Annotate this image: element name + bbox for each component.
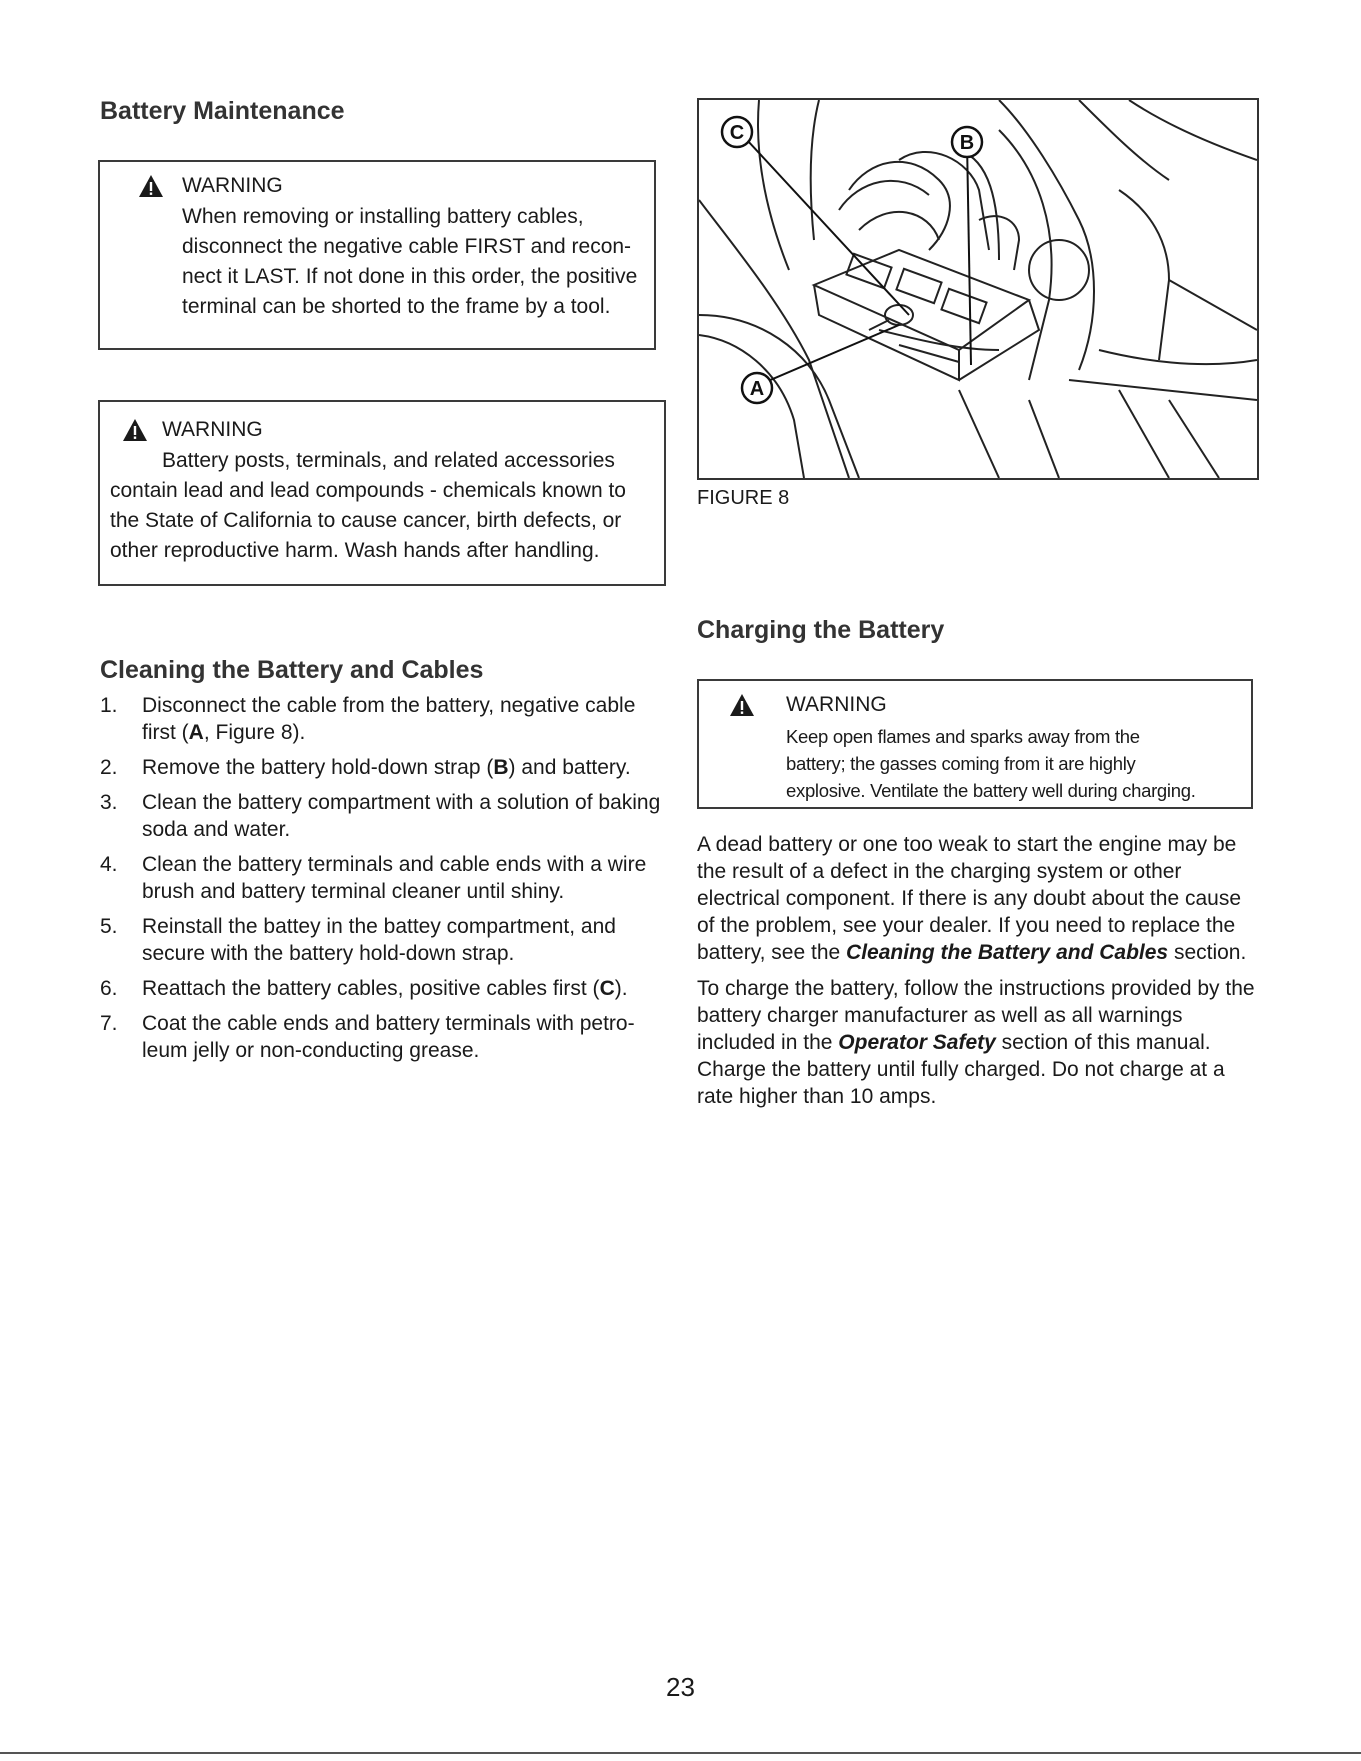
cleaning-steps-list (100, 692, 668, 1072)
warning-triangle-icon (729, 693, 755, 717)
charging-paragraph-2: To charge the battery, follow the instructions provided by the battery charger manufacturer as well as all warnings included in the Operator Safety section of this manual. Charge the battery until fully charged. Do not charge at a rate higher than 10 amps. (697, 977, 1255, 1108)
step-text: Clean the battery terminals and cable ends with a wire brush and battery terminal cleaner until shiny. (142, 853, 647, 903)
step-text: C (599, 977, 615, 1000)
cleaning-step-2 (100, 754, 668, 781)
warning-title: WARNING (162, 418, 263, 441)
warning-triangle-icon (122, 418, 148, 442)
section-title-charging: Charging the Battery (697, 616, 945, 644)
step-text: B (493, 756, 509, 779)
cleaning-step-4 (100, 851, 668, 905)
warning-triangle-icon (138, 174, 164, 198)
warning-title: WARNING (786, 693, 887, 716)
warning-box-prop65 (98, 400, 666, 586)
charging-paragraph-1: A dead battery or one too weak to start the engine may be the result of a defect in the charging system or other electrical component. If there is any doubt about the cause of the problem, see your dealer. If you need to replace the battery, see the Cleaning the Battery and Cables section. (697, 833, 1247, 964)
svg-text:A: A (749, 378, 765, 400)
step-text: Clean the battery compartment with a solution of baking soda and water. (142, 791, 661, 841)
cleaning-step-7 (100, 1010, 668, 1064)
callout-a (742, 373, 772, 403)
callout-b (952, 127, 982, 157)
step-text: A (188, 721, 204, 744)
cleaning-step-3 (100, 789, 668, 843)
step-number: 3. (100, 791, 118, 814)
charging-body (697, 831, 1262, 1110)
svg-text:C: C (729, 122, 745, 144)
step-text: , Figure 8). (203, 721, 306, 744)
callout-c (722, 117, 752, 147)
warning-text: Battery posts, terminals, and related accessories contain lead and lead compounds - chemicals known to the State of California to cause cancer, birth defects, or other reproductive harm. Wash hands after handling. (110, 449, 626, 562)
step-text: Coat the cable ends and battery terminals with petro-leum jelly or non-conducting grease. (142, 1012, 635, 1062)
step-number: 5. (100, 915, 118, 938)
warning-text: Keep open flames and sparks away from the battery; the gasses coming from it are highly explosive. Ventilate the battery well during charging. (786, 726, 1196, 801)
ref-cleaning-section: Cleaning the Battery and Cables (846, 941, 1169, 964)
step-number: 2. (100, 756, 118, 779)
svg-text:B: B (959, 132, 975, 154)
step-number: 1. (100, 694, 118, 717)
ref-operator-safety-section: Operator Safety (838, 1031, 996, 1054)
step-text: Reattach the battery cables, positive cables first ( (142, 977, 600, 1000)
warning-title: WARNING (182, 174, 283, 197)
battery-compartment-drawing (699, 100, 1257, 478)
step-text: Remove the battery hold-down strap ( (142, 756, 494, 779)
warning-text: When removing or installing battery cables, disconnect the negative cable FIRST and recon- nect it LAST. If not done in this order, the positive terminal can be shorted to the frame by a tool. (182, 205, 638, 318)
figure-caption: FIGURE 8 (697, 487, 790, 509)
step-number: 4. (100, 853, 118, 876)
cleaning-step-6 (100, 975, 668, 1002)
step-text: ) and battery. (508, 756, 631, 779)
step-text: ). (614, 977, 628, 1000)
figure-8-battery-illustration (697, 98, 1259, 480)
section-title-cleaning: Cleaning the Battery and Cables (100, 656, 484, 684)
section-title-battery-maintenance: Battery Maintenance (100, 97, 345, 125)
cleaning-step-1 (100, 692, 668, 746)
warning-box-cable-order (98, 160, 656, 350)
cleaning-step-5 (100, 913, 668, 967)
warning-box-charging (697, 679, 1253, 809)
bottom-rule (0, 1752, 1361, 1754)
step-text: Reinstall the battey in the battey compartment, and secure with the battery hold-down strap. (142, 915, 616, 965)
page-number: 23 (666, 1672, 695, 1702)
step-number: 6. (100, 977, 118, 1000)
step-number: 7. (100, 1012, 118, 1035)
step-text: Disconnect the cable from the battery, negative cable first ( (142, 694, 636, 744)
